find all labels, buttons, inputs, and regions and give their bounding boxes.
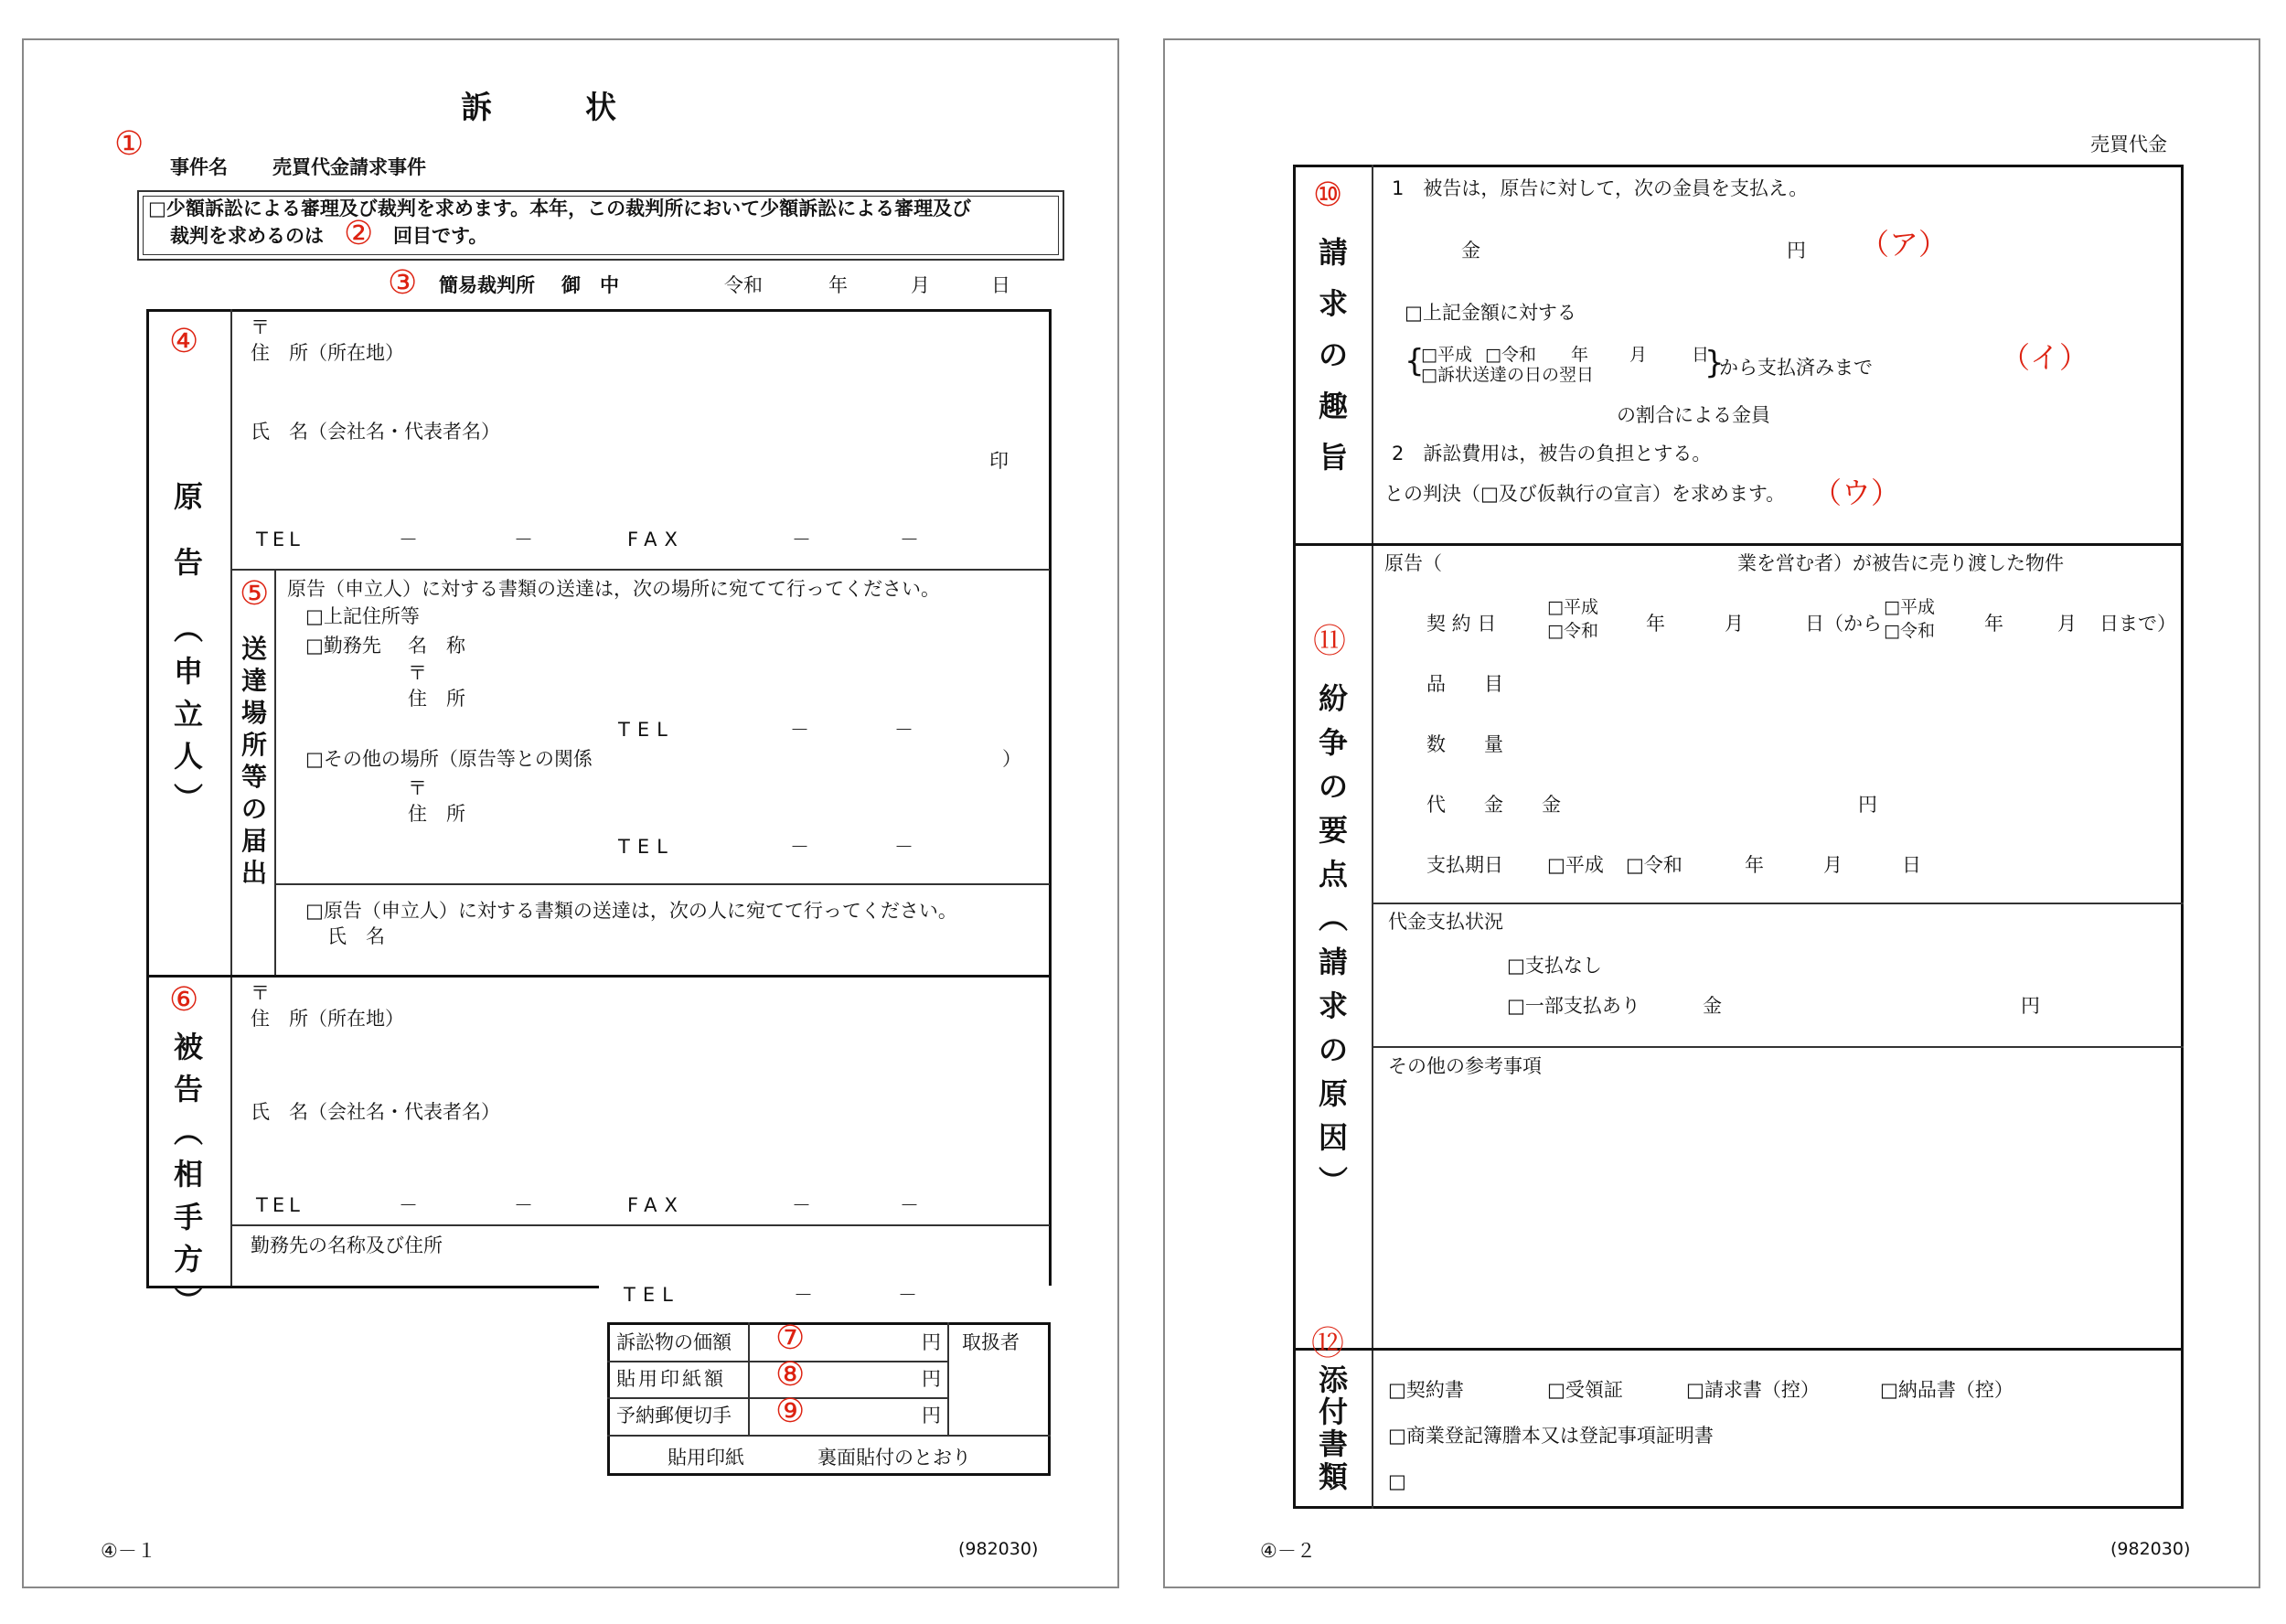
year-label: 年	[1571, 345, 1589, 365]
era-label: 令和	[724, 274, 763, 296]
form-code: (982030)	[2110, 1539, 2191, 1559]
dash: －	[399, 529, 418, 550]
checkbox-heisei[interactable]: □平成	[1421, 345, 1472, 365]
defendant-tel-label: TEL	[256, 1194, 304, 1216]
court-label: 簡易裁判所	[439, 274, 535, 296]
page-number: ④－２	[1260, 1540, 1316, 1562]
claim-label: 請 求 の 趣 旨	[1318, 235, 1348, 475]
marker-10: ⑩	[1313, 176, 1343, 214]
marker-7: ⑦	[775, 1320, 806, 1357]
dash: －	[790, 719, 809, 741]
marker-4: ④	[169, 323, 199, 360]
marker-9: ⑨	[775, 1393, 806, 1430]
dash: －	[894, 836, 913, 858]
item-label: 品 目	[1426, 673, 1503, 695]
brace-right: }	[1704, 345, 1725, 381]
dash: －	[514, 1194, 533, 1216]
day-label: 日	[1902, 854, 1921, 876]
fee-row-claim-value: 訴訟物の価額	[616, 1331, 732, 1353]
due-heisei-checkbox[interactable]: □平成	[1547, 854, 1604, 876]
contract-end-reiwa-checkbox[interactable]: □令和	[1884, 621, 1935, 641]
dash: －	[792, 1194, 811, 1216]
until-label: 日まで）	[2099, 613, 2176, 635]
marker-8: ⑧	[775, 1356, 806, 1394]
month-label: 月	[2057, 613, 2077, 635]
service-person-option[interactable]: □原告（申立人）に対する書類の送達は，次の人に宛てて行ってください。	[305, 900, 957, 922]
attach-registry[interactable]: □商業登記簿謄本又は登記事項証明書	[1388, 1425, 1714, 1447]
defendant-name-label: 氏 名（会社名・代表者名）	[251, 1101, 500, 1123]
month-label: 月	[911, 274, 930, 296]
money-label: 金	[1703, 995, 1722, 1017]
checkbox-partial[interactable]: □一部支払あり	[1507, 995, 1640, 1017]
attach-receipt[interactable]: □受領証	[1547, 1379, 1623, 1401]
postal-mark: 〒	[408, 662, 427, 684]
stamp-label: 貼用印紙	[668, 1447, 744, 1469]
year-label: 年	[828, 274, 848, 296]
day-label: 日	[1692, 345, 1710, 365]
marker-6: ⑥	[169, 981, 199, 1019]
plaintiff-tel-label: TEL	[256, 529, 304, 550]
from-label: 日（から	[1805, 613, 1882, 635]
seal-mark: 印	[989, 450, 1009, 472]
yen-unit: 円	[1858, 794, 1877, 816]
contract-heisei-checkbox[interactable]: □平成	[1547, 597, 1598, 617]
small-claims-text-2b: 回目です。	[393, 225, 488, 247]
claim-option[interactable]: □上記金額に対する	[1405, 302, 1576, 324]
case-label: 事件名	[170, 156, 228, 178]
year-label: 年	[1745, 854, 1764, 876]
dash: －	[898, 1284, 917, 1306]
dash: －	[399, 1194, 418, 1216]
attach-other[interactable]: □	[1388, 1470, 1406, 1492]
fee-row-postage: 予納郵便切手	[616, 1405, 732, 1426]
fee-row-stamp: 貼用印紙額	[616, 1368, 726, 1390]
dash: －	[514, 529, 533, 550]
year-label: 年	[1984, 613, 2003, 635]
contract-reiwa-checkbox[interactable]: □令和	[1547, 621, 1598, 641]
day-label: 日	[991, 274, 1010, 296]
page-number: ④－１	[101, 1540, 156, 1562]
postal-mark: 〒	[408, 777, 427, 799]
plaintiff-line-start: 原告（	[1384, 552, 1442, 574]
plaintiff-name-label: 氏 名（会社名・代表者名）	[251, 421, 500, 443]
postal-mark: 〒	[251, 982, 270, 1004]
month-label: 月	[1725, 613, 1744, 635]
postal-mark: 〒	[251, 316, 270, 338]
attach-invoice[interactable]: □請求書（控）	[1686, 1379, 1820, 1401]
service-label: 送 達 場 所 等 の 届 出	[240, 634, 267, 888]
plaintiff-address-label: 住 所（所在地）	[251, 342, 404, 364]
marker-a: （ア）	[1860, 227, 1949, 262]
plaintiff-line-end: 業を営む者）が被告に売り渡した物件	[1737, 552, 2064, 574]
dash: －	[790, 836, 809, 858]
work-tel-label: TEL	[618, 719, 675, 741]
dispute-label: 紛 争 の 要 点 ︵ 請 求 の 原 因 ︶	[1318, 681, 1348, 1199]
marker-5: ⑤	[240, 575, 270, 613]
attachments-label: 添 付 書 類	[1318, 1362, 1348, 1494]
year-label: 年	[1646, 613, 1665, 635]
attach-delivery-note[interactable]: □納品書（控）	[1880, 1379, 2014, 1401]
form-page-2	[1163, 38, 2260, 1588]
small-claims-text-2a: 裁判を求めるのは	[170, 225, 324, 247]
yen-unit: 円	[2021, 995, 2040, 1017]
marker-2: ②	[344, 215, 374, 252]
workplace-label: 勤務先の名称及び住所	[251, 1234, 443, 1256]
service-option-other[interactable]: □その他の場所（原告等との関係	[305, 748, 593, 770]
month-label: 月	[1629, 345, 1648, 365]
money-label: 金	[1461, 240, 1480, 262]
yen-unit: 円	[922, 1331, 941, 1353]
yen-unit: 円	[922, 1405, 941, 1426]
brace-left: {	[1405, 343, 1425, 379]
marker-1: ①	[114, 125, 144, 163]
dash: －	[894, 719, 913, 741]
marker-11: ⑪	[1313, 623, 1347, 660]
defendant-fax-label: FAX	[627, 1194, 685, 1216]
work-address-label: 住 所	[408, 688, 465, 710]
marker-3: ③	[388, 264, 418, 302]
marker-12: ⑫	[1311, 1325, 1345, 1362]
close-paren: ）	[1002, 748, 1021, 770]
due-reiwa-checkbox[interactable]: □令和	[1626, 854, 1682, 876]
checkbox-service-next-day[interactable]: □訴状送達の日の翌日	[1421, 365, 1594, 385]
dash: －	[792, 529, 811, 550]
month-label: 月	[1823, 854, 1843, 876]
case-name: 売買代金請求事件	[272, 156, 426, 178]
service-option-work[interactable]: □勤務先	[305, 635, 381, 657]
marker-u: （ウ）	[1812, 475, 1901, 510]
workplace-tel-label: TEL	[624, 1284, 680, 1306]
price-label: 代 金 金	[1426, 794, 1561, 816]
claim-item-1: 1 被告は，原告に対して，次の金員を支払え。	[1392, 177, 1809, 199]
other-address-label: 住 所	[408, 803, 465, 825]
work-name-label: 名 称	[408, 635, 465, 657]
form-page-1	[22, 38, 1119, 1588]
document-title: 訴 状	[461, 90, 616, 126]
service-text: 原告（申立人）に対する書類の送達は，次の場所に宛てて行ってください。	[287, 578, 940, 600]
due-date-label: 支払期日	[1426, 854, 1503, 876]
other-tel-label: TEL	[618, 836, 675, 858]
attach-contract[interactable]: □契約書	[1388, 1379, 1464, 1401]
contract-date-label: 契 約 日	[1426, 613, 1497, 635]
service-person-name: 氏 名	[327, 925, 385, 947]
contract-end-heisei-checkbox[interactable]: □平成	[1884, 597, 1935, 617]
checkbox-unpaid[interactable]: □支払なし	[1507, 955, 1602, 977]
quantity-label: 数 量	[1426, 733, 1503, 755]
yen-unit: 円	[922, 1368, 941, 1390]
marker-i: （イ）	[2001, 340, 2089, 375]
claim-item-2: 2 訴訟費用は，被告の負担とする。	[1392, 443, 1712, 465]
dash: －	[794, 1284, 813, 1306]
plaintiff-fax-label: FAX	[627, 529, 685, 550]
service-option-same[interactable]: □上記住所等	[305, 605, 420, 627]
judgment-request: との判決（□及び仮執行の宣言）を求めます。	[1384, 483, 1786, 505]
form-header: 売買代金	[2090, 134, 2167, 155]
defendant-label: 被 告 ︵ 相 手 方 ︶	[173, 1030, 203, 1320]
checkbox-reiwa[interactable]: □令和	[1485, 345, 1536, 365]
small-claims-text-1: □少額訴訟による審理及び裁判を求めます。本年，この裁判所において少額訴訟による審理及び	[148, 198, 972, 219]
form-code: (982030)	[958, 1539, 1039, 1559]
handler-label: 取扱者	[962, 1331, 1020, 1353]
payment-status-label: 代金支払状況	[1388, 911, 1503, 933]
until-paid-label: から支払済みまで	[1719, 357, 1873, 379]
dash: －	[900, 1194, 919, 1216]
yen-unit: 円	[1787, 240, 1806, 262]
plaintiff-label: 原 告 ︵ 申 立 人 ︶	[173, 479, 203, 817]
onchu-label: 御 中	[561, 274, 619, 296]
defendant-address-label: 住 所（所在地）	[251, 1008, 404, 1030]
rate-label: の割合による金員	[1617, 404, 1770, 426]
dash: －	[900, 529, 919, 550]
stamp-note: 裏面貼付のとおり	[817, 1447, 971, 1469]
other-notes-label: その他の参考事項	[1388, 1055, 1542, 1077]
